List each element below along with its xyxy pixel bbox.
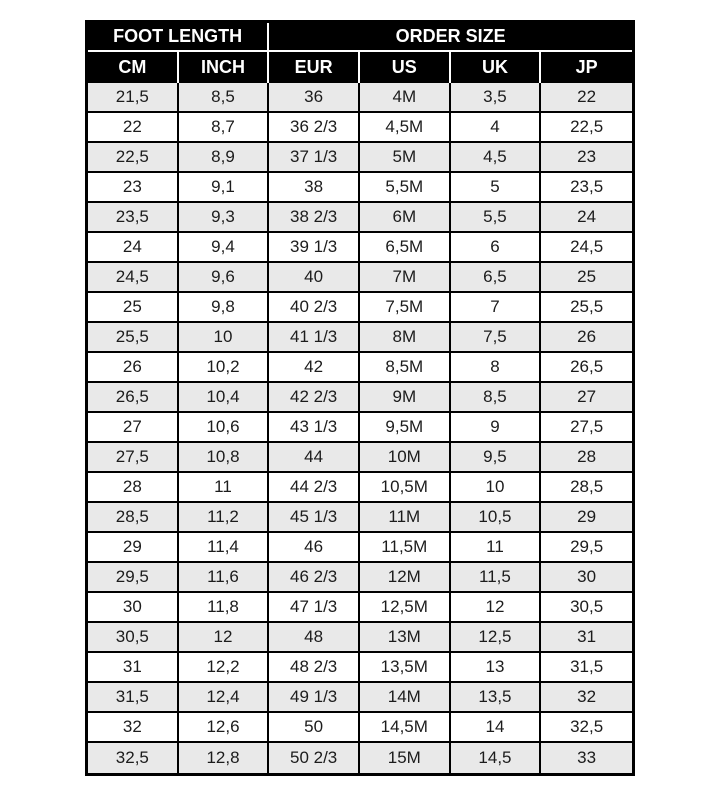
cell-eur: 36 [269, 83, 360, 113]
cell-jp: 30,5 [541, 593, 632, 623]
cell-cm: 22 [88, 113, 179, 143]
cell-jp: 25 [541, 263, 632, 293]
cell-uk: 7 [451, 293, 542, 323]
cell-cm: 23,5 [88, 203, 179, 233]
cell-inch: 12,2 [179, 653, 270, 683]
cell-jp: 26 [541, 323, 632, 353]
cell-uk: 12 [451, 593, 542, 623]
cell-inch: 9,8 [179, 293, 270, 323]
table-row [88, 113, 632, 143]
cell-uk: 8 [451, 353, 542, 383]
cell-us: 11M [360, 503, 451, 533]
column-header-jp: JP [541, 52, 632, 83]
group-header-foot-length: FOOT LENGTH [88, 23, 269, 52]
cell-inch: 12 [179, 623, 270, 653]
cell-us: 9M [360, 383, 451, 413]
column-header-eur: EUR [269, 52, 360, 83]
cell-eur: 36 2/3 [269, 113, 360, 143]
cell-us: 8,5M [360, 353, 451, 383]
table-body [88, 83, 632, 773]
cell-cm: 30 [88, 593, 179, 623]
column-header-inch: INCH [179, 52, 270, 83]
cell-inch: 10,4 [179, 383, 270, 413]
cell-inch: 9,1 [179, 173, 270, 203]
cell-eur: 46 2/3 [269, 563, 360, 593]
cell-us: 4M [360, 83, 451, 113]
table-row [88, 683, 632, 713]
cell-uk: 5,5 [451, 203, 542, 233]
cell-jp: 23 [541, 143, 632, 173]
column-header-uk: UK [451, 52, 542, 83]
cell-eur: 49 1/3 [269, 683, 360, 713]
cell-cm: 24,5 [88, 263, 179, 293]
cell-us: 7M [360, 263, 451, 293]
cell-uk: 6 [451, 233, 542, 263]
table-header [88, 23, 632, 83]
cell-jp: 31 [541, 623, 632, 653]
cell-cm: 27,5 [88, 443, 179, 473]
cell-eur: 38 [269, 173, 360, 203]
cell-uk: 8,5 [451, 383, 542, 413]
cell-cm: 24 [88, 233, 179, 263]
cell-uk: 9,5 [451, 443, 542, 473]
table-row [88, 203, 632, 233]
cell-cm: 26,5 [88, 383, 179, 413]
cell-eur: 37 1/3 [269, 143, 360, 173]
cell-us: 15M [360, 743, 451, 773]
cell-cm: 23 [88, 173, 179, 203]
cell-us: 13,5M [360, 653, 451, 683]
cell-cm: 28 [88, 473, 179, 503]
table-row [88, 323, 632, 353]
cell-eur: 43 1/3 [269, 413, 360, 443]
cell-uk: 13 [451, 653, 542, 683]
cell-inch: 8,5 [179, 83, 270, 113]
cell-eur: 42 2/3 [269, 383, 360, 413]
cell-uk: 10,5 [451, 503, 542, 533]
cell-uk: 6,5 [451, 263, 542, 293]
table-row [88, 743, 632, 773]
table-row [88, 563, 632, 593]
table-row [88, 143, 632, 173]
table-row [88, 413, 632, 443]
group-header-row [88, 23, 632, 52]
cell-jp: 22,5 [541, 113, 632, 143]
cell-cm: 29,5 [88, 563, 179, 593]
table-row [88, 533, 632, 563]
cell-uk: 12,5 [451, 623, 542, 653]
cell-eur: 40 2/3 [269, 293, 360, 323]
cell-jp: 27,5 [541, 413, 632, 443]
cell-uk: 4 [451, 113, 542, 143]
cell-inch: 10,8 [179, 443, 270, 473]
table-row [88, 713, 632, 743]
cell-inch: 12,4 [179, 683, 270, 713]
cell-us: 6,5M [360, 233, 451, 263]
cell-inch: 11,6 [179, 563, 270, 593]
cell-inch: 11 [179, 473, 270, 503]
table-row [88, 173, 632, 203]
cell-cm: 32 [88, 713, 179, 743]
cell-us: 8M [360, 323, 451, 353]
cell-eur: 44 2/3 [269, 473, 360, 503]
table-row [88, 233, 632, 263]
cell-eur: 50 [269, 713, 360, 743]
cell-eur: 41 1/3 [269, 323, 360, 353]
cell-inch: 10,2 [179, 353, 270, 383]
group-header-order-size: ORDER SIZE [269, 23, 632, 52]
cell-inch: 9,4 [179, 233, 270, 263]
cell-jp: 32 [541, 683, 632, 713]
cell-jp: 29 [541, 503, 632, 533]
cell-uk: 11,5 [451, 563, 542, 593]
table-row [88, 653, 632, 683]
cell-jp: 23,5 [541, 173, 632, 203]
cell-uk: 13,5 [451, 683, 542, 713]
cell-cm: 28,5 [88, 503, 179, 533]
cell-cm: 21,5 [88, 83, 179, 113]
cell-us: 12,5M [360, 593, 451, 623]
table-row [88, 503, 632, 533]
cell-inch: 8,9 [179, 143, 270, 173]
cell-eur: 50 2/3 [269, 743, 360, 773]
cell-us: 10M [360, 443, 451, 473]
cell-cm: 29 [88, 533, 179, 563]
cell-jp: 30 [541, 563, 632, 593]
cell-cm: 27 [88, 413, 179, 443]
cell-eur: 39 1/3 [269, 233, 360, 263]
cell-uk: 5 [451, 173, 542, 203]
cell-jp: 29,5 [541, 533, 632, 563]
cell-us: 12M [360, 563, 451, 593]
table-row [88, 353, 632, 383]
cell-cm: 30,5 [88, 623, 179, 653]
cell-eur: 45 1/3 [269, 503, 360, 533]
cell-cm: 31,5 [88, 683, 179, 713]
cell-us: 11,5M [360, 533, 451, 563]
cell-inch: 12,6 [179, 713, 270, 743]
table-row [88, 383, 632, 413]
cell-uk: 11 [451, 533, 542, 563]
cell-us: 9,5M [360, 413, 451, 443]
cell-us: 4,5M [360, 113, 451, 143]
cell-jp: 32,5 [541, 713, 632, 743]
cell-us: 5,5M [360, 173, 451, 203]
cell-us: 14M [360, 683, 451, 713]
cell-us: 10,5M [360, 473, 451, 503]
cell-inch: 10,6 [179, 413, 270, 443]
cell-jp: 33 [541, 743, 632, 773]
cell-eur: 38 2/3 [269, 203, 360, 233]
cell-cm: 32,5 [88, 743, 179, 773]
table-row [88, 593, 632, 623]
cell-eur: 47 1/3 [269, 593, 360, 623]
cell-uk: 9 [451, 413, 542, 443]
cell-inch: 9,3 [179, 203, 270, 233]
table-row [88, 623, 632, 653]
cell-us: 14,5M [360, 713, 451, 743]
cell-cm: 26 [88, 353, 179, 383]
cell-jp: 24,5 [541, 233, 632, 263]
cell-eur: 40 [269, 263, 360, 293]
cell-us: 6M [360, 203, 451, 233]
cell-inch: 10 [179, 323, 270, 353]
cell-jp: 28,5 [541, 473, 632, 503]
column-header-row [88, 52, 632, 83]
cell-cm: 31 [88, 653, 179, 683]
cell-uk: 10 [451, 473, 542, 503]
cell-eur: 48 [269, 623, 360, 653]
table-row [88, 83, 632, 113]
cell-jp: 28 [541, 443, 632, 473]
cell-inch: 11,2 [179, 503, 270, 533]
column-header-us: US [360, 52, 451, 83]
size-chart-table-container [85, 20, 635, 776]
table-row [88, 443, 632, 473]
column-header-cm: CM [88, 52, 179, 83]
shoe-size-conversion-table [88, 23, 632, 773]
cell-inch: 11,4 [179, 533, 270, 563]
cell-jp: 24 [541, 203, 632, 233]
cell-jp: 31,5 [541, 653, 632, 683]
cell-cm: 25 [88, 293, 179, 323]
cell-uk: 3,5 [451, 83, 542, 113]
cell-jp: 26,5 [541, 353, 632, 383]
cell-us: 5M [360, 143, 451, 173]
table-row [88, 473, 632, 503]
cell-jp: 25,5 [541, 293, 632, 323]
cell-eur: 46 [269, 533, 360, 563]
cell-inch: 8,7 [179, 113, 270, 143]
table-row [88, 263, 632, 293]
cell-cm: 25,5 [88, 323, 179, 353]
cell-uk: 14 [451, 713, 542, 743]
cell-cm: 22,5 [88, 143, 179, 173]
table-row [88, 293, 632, 323]
cell-eur: 42 [269, 353, 360, 383]
cell-inch: 12,8 [179, 743, 270, 773]
cell-eur: 44 [269, 443, 360, 473]
cell-jp: 22 [541, 83, 632, 113]
cell-uk: 14,5 [451, 743, 542, 773]
cell-jp: 27 [541, 383, 632, 413]
cell-inch: 11,8 [179, 593, 270, 623]
cell-us: 7,5M [360, 293, 451, 323]
cell-uk: 4,5 [451, 143, 542, 173]
cell-uk: 7,5 [451, 323, 542, 353]
cell-us: 13M [360, 623, 451, 653]
cell-inch: 9,6 [179, 263, 270, 293]
cell-eur: 48 2/3 [269, 653, 360, 683]
